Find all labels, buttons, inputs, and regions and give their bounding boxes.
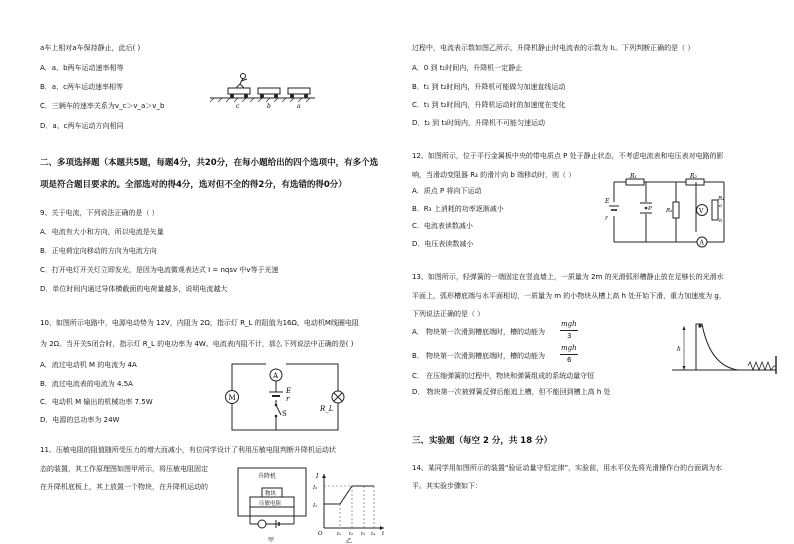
q13-option-c: C． 在压缩弹簧的过程中，物块和弹簧组成的系统动量守恒: [412, 372, 595, 380]
graph-axis-i: I: [316, 473, 319, 480]
q12-stem-line1: 12、如图所示，位于平行金属板中央的带电质点 P 处于静止状态，不考虑电流表和电压表对电路的影: [412, 152, 724, 160]
q11-option-a: A．0 到 t₁时间内，升降机一定静止: [412, 64, 523, 72]
q9-option-c: C．打开电灯开关灯立即发光，是因为电流微观表达式 I = nqsv 中v等于光速: [40, 266, 279, 274]
elevator-label: 升降机: [258, 473, 277, 480]
q12-option-b: B．R₃ 上消耗的功率逐渐减小: [412, 205, 504, 213]
graph-label-t2: t₂: [349, 531, 354, 537]
q8-option-c: C．三辆车的速率关系为v_c＞v_a＞v_b: [40, 102, 165, 110]
q13-option-b-denominator: 6: [567, 356, 572, 364]
q8-carts-figure: [210, 70, 315, 110]
q11-elevator-figure: [232, 466, 312, 544]
q12-option-a: A．质点 P 将向下运动: [412, 187, 482, 195]
q11-stem-line1: 11、压敏电阻的阻值随所受压力的增大而减小，有位同学设计了利用压敏电阻判断升降机运动状: [40, 446, 336, 454]
q12-stem-line2: 响，当滑动变阻器 R₄ 的滑片向 b 端移动时，则（ ）: [412, 171, 576, 179]
r1-label: R₁: [630, 173, 637, 180]
q10-option-b: B．流过电流表的电流为 4.5A: [40, 380, 133, 388]
graph-axis-t: t: [382, 531, 385, 537]
cart-label-c: c: [236, 103, 240, 110]
q11-option-c: C．t₁ 到 t₂时间内，升降机运动时的加速度在变化: [412, 101, 566, 109]
slider-b-label: b: [719, 218, 723, 224]
q10-option-a: A．流过电动机 M 的电流为 4A: [40, 361, 137, 369]
q8-stem-tail: a车上相对a车保持静止，此后( ): [40, 44, 141, 52]
q13-option-a: A． 物块第一次滑到槽底端时，槽的动能为: [412, 328, 546, 336]
particle-p-label: P: [648, 206, 652, 212]
q10-circuit-figure: [220, 354, 350, 436]
motor-label: M: [228, 394, 236, 402]
graph-label-t1: t₁: [337, 531, 342, 537]
fig-a-label: 甲: [268, 537, 275, 544]
r4-label: R₄: [718, 196, 725, 202]
graph-label-i1: I₁: [313, 503, 318, 509]
q13-option-a-denominator: 3: [567, 332, 572, 340]
slider-a-label: a: [719, 203, 722, 209]
emf-label: E: [286, 387, 292, 395]
q13-stem-line1: 13、如图所示，轻弹簧的一端固定在竖直墙上，一质量为 2m 的光滑弧形槽静止放在足够长的光滑水: [412, 273, 724, 281]
section2-title: 二、多项选择题（本题共5题，每题4分，共20分，在每小题给出的四个选项中，有多个选: [40, 158, 379, 168]
section3-title: 三、实验题（每空 2 分，共 18 分）: [412, 436, 553, 446]
cart-label-a: a: [297, 103, 301, 110]
q11-stem-line2: 态的装置，其工作原理图如图甲所示，将压敏电阻固定: [40, 465, 208, 473]
fig-b-label: 乙: [346, 538, 353, 544]
q13-stem-line2: 平面上，弧形槽底端与水平面相切，一质量为 m 的小物块从槽上高 h 处开始下滑，重力加速度为 g，: [412, 292, 726, 300]
q9-option-b: B．正电荷定向移动的方向为电流方向: [40, 247, 157, 255]
q11-option-b: B．t₁ 到 t₂时间内，升降机可能做匀加速直线运动: [412, 83, 566, 91]
q8-option-a: A．a、b两车运动速率相等: [40, 64, 124, 72]
q12-option-c: C．电流表读数减小: [412, 222, 473, 230]
q10-stem-line2: 为 2Ω。当开关S闭合时，指示灯 R_L 的电功率为 4W。电流表内阻不计，那么下列说法中正确的是( ): [40, 340, 354, 348]
q13-option-b-numerator: mgh: [561, 344, 577, 352]
q11-option-d: D．t₂ 到 t₃时间内，升降机不可能匀速运动: [412, 119, 545, 127]
q14-stem-line2: 平。其实验步骤如下：: [412, 482, 482, 490]
q9-stem: 9、关于电流，下列说法正确的是（ ）: [40, 209, 159, 217]
q13-option-b: B． 物块第一次滑到槽底端时，槽的动能为: [412, 352, 546, 360]
q10-option-c: C．电动机 M 输出的机械功率 7.5W: [40, 398, 153, 406]
q13-option-b-fraction-bar: [560, 354, 578, 355]
voltmeter-label: V: [699, 208, 704, 215]
graph-origin: O: [318, 531, 323, 537]
height-h-label: h: [677, 346, 681, 353]
ammeter-label: A: [273, 372, 279, 380]
graph-label-t3: t₃: [361, 531, 366, 537]
q12-circuit-figure: [605, 173, 732, 248]
q12-option-d: D．电压表读数减小: [412, 240, 474, 248]
cart-label-b: b: [267, 103, 271, 110]
q13-ramp-spring-figure: [668, 318, 780, 378]
q8-option-b: B．a、c两车运动速率相等: [40, 83, 123, 91]
q9-option-d: D．单位时间内通过导体横截面的电荷量越多，说明电流越大: [40, 285, 228, 293]
q13-stem-line3: 下列说法正确的是（ ）: [412, 310, 485, 318]
q10-stem-line1: 10、如图所示电路中，电源电动势为 12V，内阻为 2Ω，指示灯 R_L 的阻值为16Ω，电动机M线圈电阻: [40, 319, 359, 327]
emf-e-label: E: [605, 198, 610, 205]
graph-label-t4: t₄: [371, 531, 376, 537]
q13-option-a-numerator: mgh: [561, 320, 577, 328]
r2-label: R₂: [690, 173, 697, 180]
q13-option-a-fraction-bar: [560, 330, 578, 331]
switch-label: S: [282, 410, 287, 418]
q9-option-a: A．电流有大小和方向，所以电流是矢量: [40, 228, 164, 236]
q11-stem-line3: 在升降机底板上，其上放置一个物块，在升降机运动的: [40, 483, 208, 491]
internal-label: r: [286, 395, 290, 403]
q11-cont-stem: 过程中，电流表示数如图乙所示，升降机静止时电流表的示数为 I₁。下列判断正确的是（ ）: [412, 44, 695, 52]
q14-stem-line1: 14、某同学用如图所示的装置“验证动量守恒定律”，实验前，用水平仪先将光滑操作台的台面调为水: [412, 464, 723, 472]
r3-label: R₃: [666, 208, 673, 214]
q10-option-d: D．电源的总功率为 24W: [40, 416, 120, 424]
lamp-label: R_L: [320, 405, 334, 413]
q13-option-d: D． 物块第一次被弹簧反弹后能追上槽，但不能回到槽上高 h 处: [412, 388, 611, 396]
resistor-label: 压敏电阻: [259, 501, 282, 507]
ammeter-q12-label: A: [699, 239, 704, 247]
q8-option-d: D．a、c两车运动方向相同: [40, 122, 124, 130]
block-label: 物块: [265, 491, 277, 497]
q11-current-graph: [312, 470, 388, 544]
emf-r-label: r: [605, 215, 608, 222]
graph-label-i2: I₂: [313, 485, 318, 491]
section2-title-line2: 项是符合题目要求的。全部选对的得4分，选对但不全的得2分，有选错的得0分）: [40, 180, 347, 190]
